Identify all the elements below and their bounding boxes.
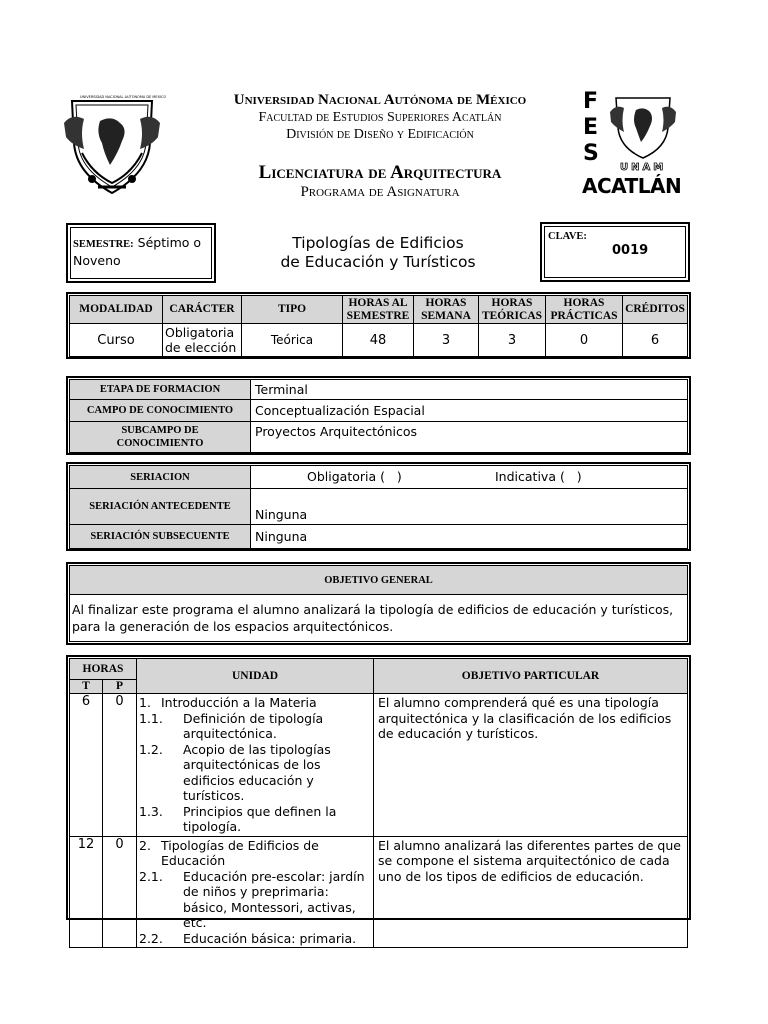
row2-unidad xyxy=(137,836,374,948)
campo-label: CAMPO DE CONOCIMIENTO xyxy=(70,400,251,422)
clave-label: CLAVE: xyxy=(548,231,587,242)
fes-letter-f: F xyxy=(583,89,599,114)
info-table xyxy=(69,295,688,357)
header-modalidad: MODALIDAD xyxy=(70,296,163,324)
unam-label: UNAM xyxy=(620,162,667,173)
etapa-label: ETAPA DE FORMACION xyxy=(70,380,251,400)
list-item: 1.2. Acopio de las tipologías arquitectónicas de los edificios educación y turísticos. xyxy=(139,741,331,803)
value-modalidad: Curso xyxy=(70,324,163,357)
indicativa-option: Indicativa ( ) xyxy=(495,469,582,484)
table-row xyxy=(70,694,688,837)
unidad-header: UNIDAD xyxy=(137,659,374,694)
header-horas-practicas: HORAS PRÁCTICAS xyxy=(546,296,623,324)
list-item: 1. Introducción a la Materia xyxy=(139,695,317,710)
value-horas-teoricas: 3 xyxy=(479,324,546,357)
fes-acatlan-logo xyxy=(580,90,680,202)
t-header: T xyxy=(70,680,103,694)
table-row xyxy=(70,836,688,948)
division-name: División de Diseño y Edificación xyxy=(286,127,474,142)
value-horas-practicas: 0 xyxy=(546,324,623,357)
fes-letter-e: E xyxy=(583,115,599,140)
unam-small-seal-icon xyxy=(608,92,678,162)
header-tipo: TIPO xyxy=(242,296,343,324)
antecedente-value: Ninguna xyxy=(251,489,688,525)
unam-seal-logo xyxy=(62,93,167,197)
acatlan-label: ACATLÁN xyxy=(582,174,682,198)
list-item: 2. Tipologías de Edificios de Educación xyxy=(139,837,319,868)
row2-p: 0 xyxy=(103,836,137,948)
header-creditos: CRÉDITOS xyxy=(623,296,688,324)
obligatoria-option: Obligatoria ( ) xyxy=(307,469,402,484)
etapa-table xyxy=(69,379,688,453)
objetivo-general-table xyxy=(69,565,688,642)
row1-unidad xyxy=(137,694,374,837)
semester-box xyxy=(66,223,216,283)
antecedente-label: SERIACIÓN ANTECEDENTE xyxy=(70,489,251,525)
objetivo-particular-header: OBJETIVO PARTICULAR xyxy=(374,659,688,694)
subsecuente-value: Ninguna xyxy=(251,525,688,549)
row1-t: 6 xyxy=(70,694,103,837)
p-header: P xyxy=(103,680,137,694)
objetivo-general-text: Al finalizar este programa el alumno analizará la tipología de edificios de educación y turísticos, para la generación de los espacios arquitectónicos. xyxy=(70,595,688,642)
objetivo-general-title: OBJETIVO GENERAL xyxy=(70,566,688,595)
clave-box xyxy=(540,222,690,282)
value-caracter: Obligatoria de elección xyxy=(163,324,242,357)
etapa-value: Terminal xyxy=(251,380,688,400)
value-creditos: 6 xyxy=(623,324,688,357)
horas-header: HORAS xyxy=(70,659,137,680)
seal-text: UNIVERSIDAD NACIONAL AUTONOMA DE MEXICO xyxy=(80,95,167,99)
header-horas-semana: HORAS SEMANA xyxy=(414,296,479,324)
subcampo-label: SUBCAMPO DE CONOCIMIENTO xyxy=(70,422,251,453)
campo-value: Conceptualización Espacial xyxy=(251,400,688,422)
row2-t: 12 xyxy=(70,836,103,948)
subsecuente-label: SERIACIÓN SUBSECUENTE xyxy=(70,525,251,549)
list-item: 1.1. Definición de tipología arquitectónica. xyxy=(139,710,324,741)
course-title-line1: Tipologías de Edificios xyxy=(292,234,464,252)
header-horas-semestre: HORAS AL SEMESTRE xyxy=(343,296,414,324)
list-item: 2.1. Educación pre-escolar: jardín de niños y preprimaria: básico, Montessori, activas, etc. xyxy=(139,868,365,930)
list-item: 1.3. Principios que definen la tipología. xyxy=(139,803,337,834)
units-table xyxy=(69,658,688,948)
row2-objetivo: El alumno analizará las diferentes partes de que se compone el sistema arquitectónico de cada uno de los tipos de edificios de educación. xyxy=(374,836,688,948)
seriacion-options xyxy=(251,466,688,489)
document-type: Programa de Asignatura xyxy=(300,184,460,200)
seriacion-label: SERIACION xyxy=(70,466,251,489)
header-caracter: CARÁCTER xyxy=(163,296,242,324)
course-title-line2: de Educación y Turísticos xyxy=(280,253,476,271)
semester-value: Séptimo o Noveno xyxy=(73,235,202,268)
value-horas-semestre: 48 xyxy=(343,324,414,357)
program-title: Licenciatura de Arquitectura xyxy=(258,162,502,183)
seriacion-table xyxy=(69,465,688,549)
faculty-name: Facultad de Estudios Superiores Acatlán xyxy=(258,110,502,125)
semester-label: SEMESTRE: xyxy=(73,239,134,250)
value-tipo: Teórica xyxy=(242,324,343,357)
fes-letter-s: S xyxy=(583,141,599,166)
value-horas-semana: 3 xyxy=(414,324,479,357)
university-name: Universidad Nacional Autónoma de México xyxy=(233,92,527,108)
clave-value: 0019 xyxy=(612,243,649,258)
header-horas-teoricas: HORAS TEÓRICAS xyxy=(479,296,546,324)
subcampo-value: Proyectos Arquitectónicos xyxy=(251,422,688,453)
list-item: 2.2. Educación básica: primaria. xyxy=(139,930,357,946)
row1-p: 0 xyxy=(103,694,137,837)
row1-objetivo: El alumno comprenderá qué es una tipología arquitectónica y la clasificación de los edificios de educación y turísticos. xyxy=(374,694,688,837)
